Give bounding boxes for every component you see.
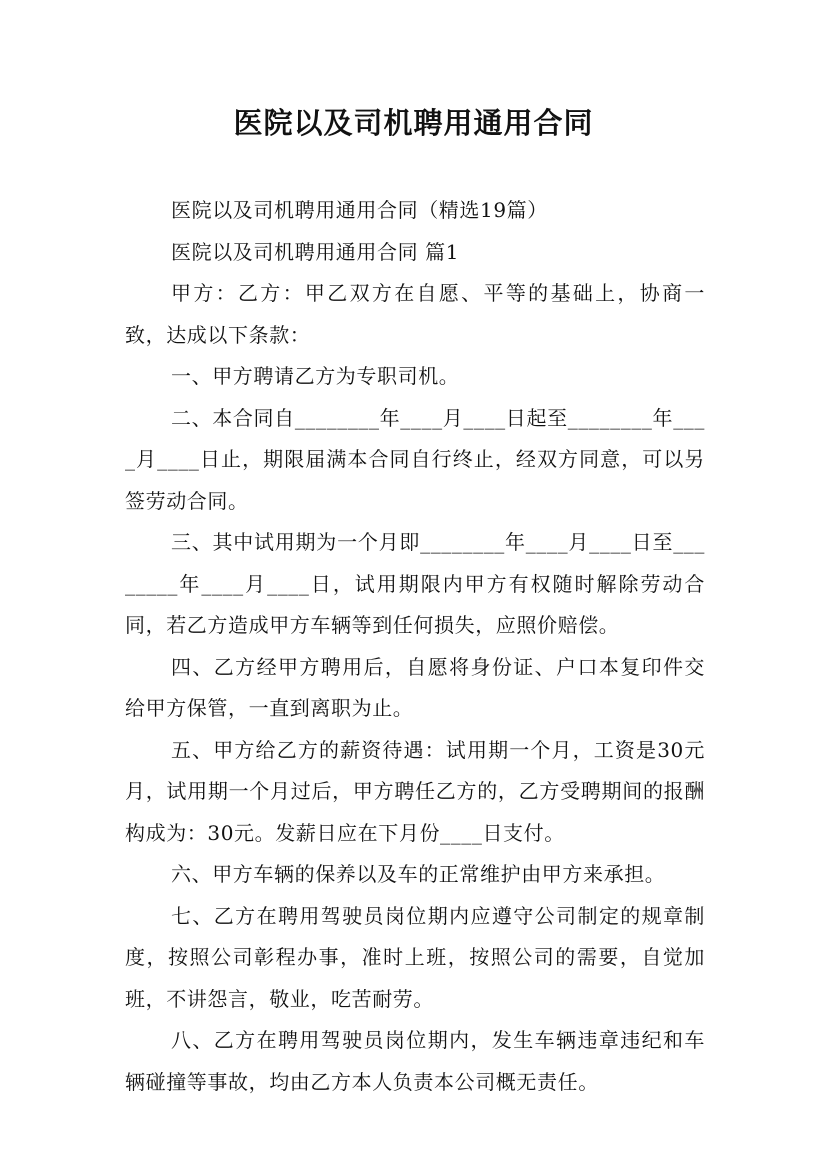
- paragraph-clause-7: 七、乙方在聘用驾驶员岗位期内应遵守公司制定的规章制度，按照公司彰程办事，准时上班，按照公司的需要，自觉加班，不讲怨言，敬业，吃苦耐劳。: [125, 903, 705, 1011]
- paragraph-parties: 甲方：乙方：甲乙双方在自愿、平等的基础上，协商一致，达成以下条款：: [125, 281, 705, 347]
- paragraph-clause-4: 四、乙方经甲方聘用后，自愿将身份证、户口本复印件交给甲方保管，一直到离职为止。: [125, 654, 705, 720]
- paragraph-clause-5: 五、甲方给乙方的薪资待遇：试用期一个月，工资是30元月，试用期一个月过后，甲方聘任乙方的，乙方受聘期间的报酬构成为：30元。发薪日应在下月份____日支付。: [125, 737, 705, 845]
- paragraph-subtitle: 医院以及司机聘用通用合同（精选19篇）: [171, 198, 548, 222]
- paragraph-clause-8: 八、乙方在聘用驾驶员岗位期内，发生车辆违章违纪和车辆碰撞等事故，均由乙方本人负责本公司概无责任。: [125, 1028, 705, 1094]
- paragraph-clause-3: 三、其中试用期为一个月即________年____月____日至________年____月____日，试用期限内甲方有权随时解除劳动合同，若乙方造成甲方车辆等到任何损失，应照价赔偿。: [125, 530, 705, 637]
- document-body: [125, 190, 705, 1103]
- document-title: 医院以及司机聘用通用合同: [233, 106, 594, 140]
- paragraph-clause-2: 二、本合同自________年____月____日起至________年____月____日止，期限届满本合同自行终止，经双方同意，可以另签劳动合同。: [125, 405, 705, 513]
- paragraph-clause-1: 一、甲方聘请乙方为专职司机。: [171, 364, 460, 388]
- paragraph-section-heading: 医院以及司机聘用通用合同 篇1: [171, 239, 460, 264]
- paragraph-clause-6: 六、甲方车辆的保养以及车的正常维护由甲方来承担。: [171, 862, 666, 886]
